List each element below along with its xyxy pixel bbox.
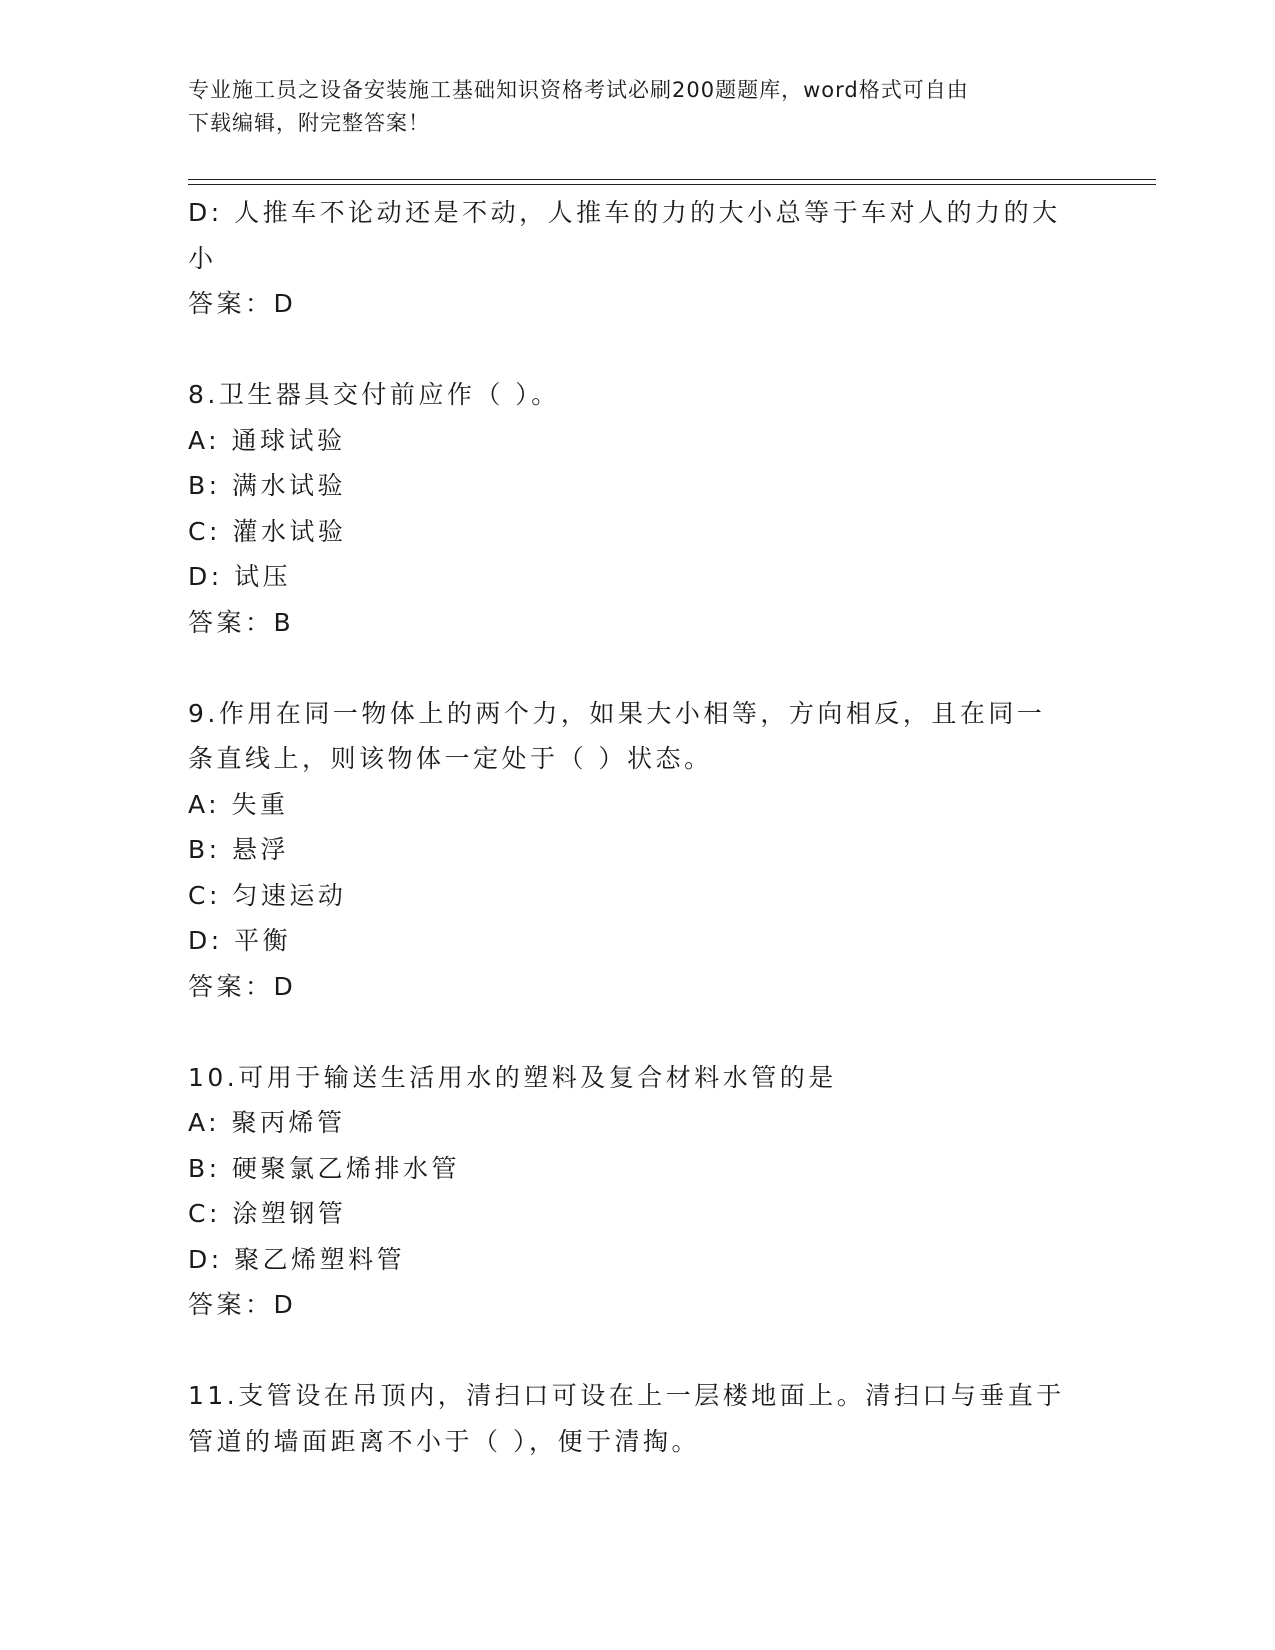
- question-11: [188, 1373, 1088, 1464]
- question-content: [188, 190, 1088, 1464]
- option-c: C: 涂塑钢管: [188, 1199, 347, 1228]
- question-stem: 11.支管设在吊顶内，清扫口可设在上一层楼地面上。清扫口与垂直于: [188, 1381, 1065, 1410]
- answer: 答案：B: [188, 607, 295, 637]
- question-8: [188, 372, 1088, 645]
- option-c: C: 匀速运动: [188, 880, 347, 910]
- question-10: [188, 1055, 1088, 1328]
- header-title-line2: 下载编辑，附完整答案！: [188, 111, 430, 135]
- question-stem-continuation: 管道的墙面距离不小于（ ），便于清掏。: [188, 1426, 700, 1456]
- option-d: D: 平衡: [188, 926, 292, 955]
- option-a: A: 失重: [188, 789, 289, 819]
- option-d: D: 聚乙烯塑料管: [188, 1244, 406, 1274]
- answer: 答案：D: [188, 1290, 297, 1319]
- option-b: B: 硬聚氯乙烯排水管: [188, 1153, 461, 1183]
- spacer: [188, 1328, 1088, 1374]
- option-b: B: 悬浮: [188, 835, 290, 864]
- option-c: C: 灌水试验: [188, 516, 347, 546]
- option-d-continuation: 小: [188, 243, 217, 273]
- option-d: D: 试压: [188, 562, 292, 591]
- option-a: A: 聚丙烯管: [188, 1108, 346, 1137]
- spacer: [188, 327, 1088, 373]
- question-7-fragment: [188, 190, 1088, 327]
- question-stem-continuation: 条直线上，则该物体一定处于（ ）状态。: [188, 744, 713, 773]
- option-b: B: 满水试验: [188, 471, 347, 500]
- spacer: [188, 1009, 1088, 1055]
- option-a: A: 通球试验: [188, 425, 346, 455]
- spacer: [188, 645, 1088, 691]
- answer: 答案：D: [188, 289, 297, 318]
- answer: 答案：D: [188, 971, 297, 1001]
- option-d: D: 人推车不论动还是不动，人推车的力的大小总等于车对人的力的大: [188, 198, 1061, 227]
- question-9: [188, 691, 1088, 1010]
- header-title-line1: 专业施工员之设备安装施工基础知识资格考试必刷200题题库，word格式可自由: [188, 78, 969, 102]
- header-divider-top: [188, 179, 1156, 180]
- question-stem: 9.作用在同一物体上的两个力，如果大小相等，方向相反，且在同一: [188, 698, 1046, 728]
- document-header: [188, 74, 1088, 140]
- header-divider-bottom: [188, 184, 1156, 185]
- question-stem: 10.可用于输送生活用水的塑料及复合材料水管的是: [188, 1062, 837, 1092]
- question-stem: 8.卫生器具交付前应作（ ）。: [188, 380, 560, 409]
